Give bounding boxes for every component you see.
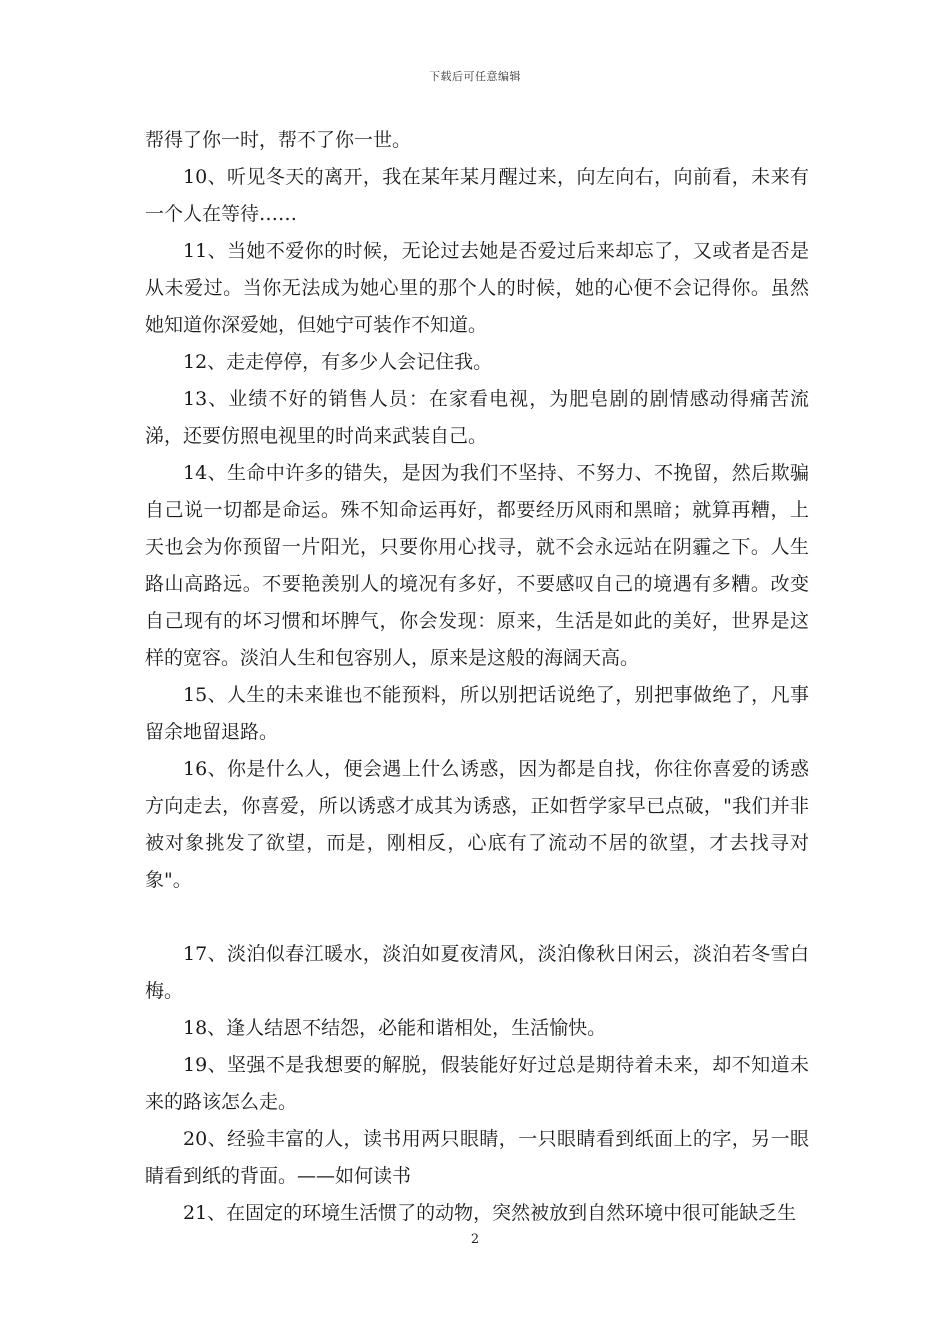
document-body bbox=[145, 122, 809, 1232]
paragraph-item-17: 17、淡泊似春江暖水，淡泊如夏夜清风，淡泊像秋日闲云，淡泊若冬雪白梅。 bbox=[145, 943, 809, 1002]
paragraph-item-20: 20、经验丰富的人，读书用两只眼睛，一只眼睛看到纸面上的字，另一眼睛看到纸的背面。——如何读书 bbox=[145, 1128, 809, 1187]
paragraph-item-21: 21、在固定的环境生活惯了的动物，突然被放到自然环境中很可能缺乏生 bbox=[183, 1202, 797, 1224]
page-number: 2 bbox=[470, 1232, 480, 1247]
paragraph-item-10: 10、听见冬天的离开，我在某年某月醒过来，向左向右，向前看，未来有一个人在等待…… bbox=[145, 166, 809, 225]
paragraph-item-19: 19、坚强不是我想要的解脱，假装能好好过总是期待着未来，却不知道未来的路该怎么走。 bbox=[145, 1054, 809, 1113]
paragraph-item-12: 12、走走停停，有多少人会记住我。 bbox=[183, 351, 493, 373]
paragraph-item-14: 14、生命中许多的错失，是因为我们不坚持、不努力、不挽留，然后欺骗自己说一切都是命运。殊不知命运再好，都要经历风雨和黑暗；就算再糟，上天也会为你预留一片阳光，只要你用心找寻，就不会永远站在阴霾之下。人生路山高路远。不要艳羡别人的境况有多好，不要感叹自己的境遇有多糟。改变自己现有的坏习惯和坏脾气，你会发现：原来，生活是如此的美好，世界是这样的宽容。淡泊人生和包容别人，原来是这般的海阔天高。 bbox=[145, 462, 809, 669]
paragraph-item-13: 13、业绩不好的销售人员：在家看电视，为肥皂剧的剧情感动得痛苦流涕，还要仿照电视里的时尚来武装自己。 bbox=[145, 388, 809, 447]
paragraph-item-15: 15、人生的未来谁也不能预料，所以别把话说绝了，别把事做绝了，凡事留余地留退路。 bbox=[145, 684, 809, 743]
paragraph-item-11: 11、当她不爱你的时候，无论过去她是否爱过后来却忘了，又或者是否是从未爱过。当你无法成为她心里的那个人的时候，她的心便不会记得你。虽然她知道你深爱她，但她宁可装作不知道。 bbox=[145, 240, 809, 336]
paragraph-item-16: 16、你是什么人，便会遇上什么诱惑，因为都是自找，你往你喜爱的诱惑方向走去，你喜爱，所以诱惑才成其为诱惑，正如哲学家早已点破，"我们并非被对象挑发了欲望，而是，刚相反，心底有了流动不居的欲望，才去找寻对象"。 bbox=[145, 758, 809, 891]
paragraph-item-18: 18、逢人结恩不结怨，必能和谐相处，生活愉快。 bbox=[183, 1017, 607, 1039]
paragraph-continuation: 帮得了你一时，帮不了你一世。 bbox=[145, 129, 412, 151]
page-header: 下载后可任意编辑 bbox=[429, 70, 521, 83]
